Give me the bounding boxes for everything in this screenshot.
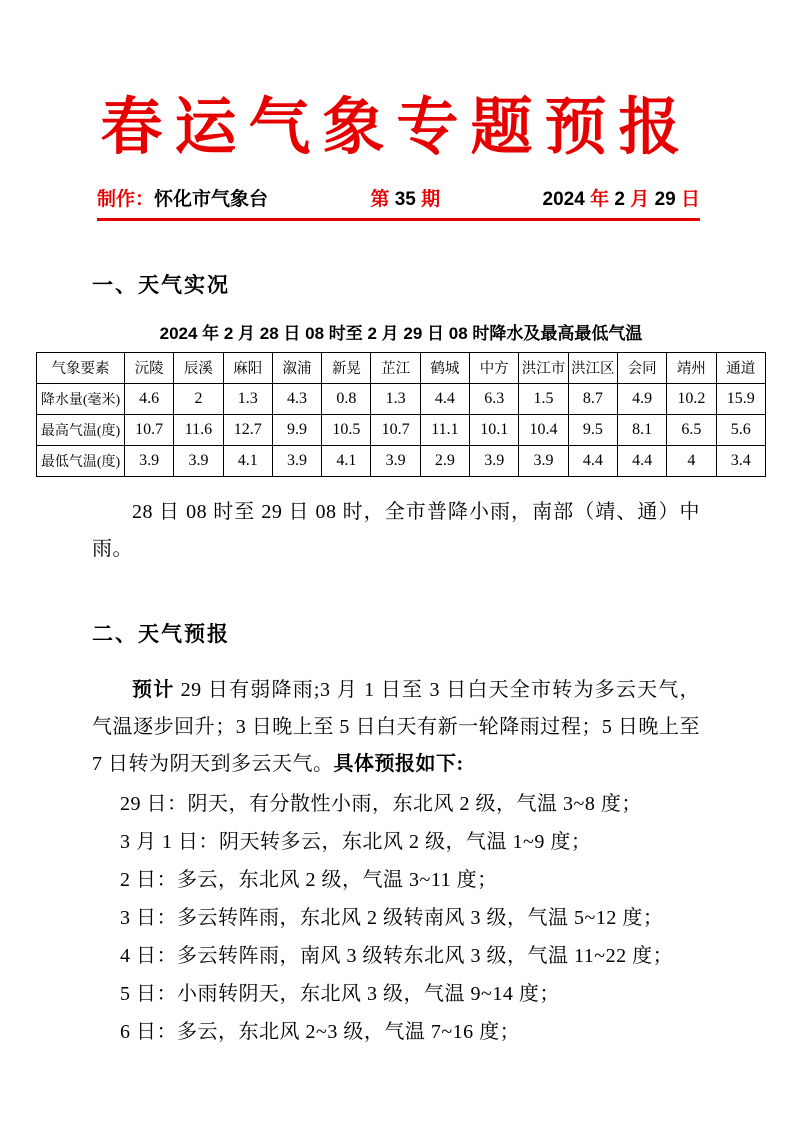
table-value-cell: 5.6 xyxy=(716,414,765,445)
weather-table-title: 2024 年 2 月 28 日 08 时至 2 月 29 日 08 时降水及最高最低气温 xyxy=(159,323,643,343)
table-station-header: 芷江 xyxy=(371,352,420,383)
issue-suffix: 期 xyxy=(421,188,441,210)
table-value-cell: 4.1 xyxy=(322,445,371,476)
table-value-cell: 8.7 xyxy=(568,383,617,414)
section1-heading: 一、天气实况 xyxy=(92,273,230,297)
table-station-header: 辰溪 xyxy=(174,352,223,383)
table-station-header: 鹤城 xyxy=(420,352,469,383)
table-value-cell: 4.3 xyxy=(272,383,321,414)
table-value-cell: 4 xyxy=(667,445,716,476)
table-value-cell: 4.1 xyxy=(223,445,272,476)
document-title: 春运气象专题预报 xyxy=(100,94,693,162)
table-station-header: 靖州 xyxy=(667,352,716,383)
table-value-cell: 10.1 xyxy=(470,414,519,445)
forecast-item: 2 日：多云，东北风 2 级，气温 3~11 度； xyxy=(120,868,498,891)
masthead xyxy=(97,184,700,211)
forecast-item: 4 日：多云转阵雨，南风 3 级转东北风 3 级，气温 11~22 度； xyxy=(120,944,674,967)
table-station-header: 中方 xyxy=(470,352,519,383)
table-value-cell: 6.5 xyxy=(667,414,716,445)
producer xyxy=(97,184,268,211)
table-corner-header: 气象要素 xyxy=(37,352,125,383)
table-value-cell: 3.9 xyxy=(371,445,420,476)
masthead-divider xyxy=(97,218,700,221)
section2-heading: 二、天气预报 xyxy=(92,622,230,646)
table-value-cell: 3.9 xyxy=(519,445,568,476)
date-year: 2024 xyxy=(542,188,585,210)
table-value-cell: 3.9 xyxy=(125,445,174,476)
table-row-label: 最低气温(度) xyxy=(37,445,125,476)
issue-prefix: 第 xyxy=(370,188,390,210)
date-day: 29 xyxy=(654,188,676,210)
table-value-cell: 8.1 xyxy=(617,414,666,445)
table-value-cell: 11.1 xyxy=(420,414,469,445)
producer-name: 怀化市气象台 xyxy=(154,188,269,210)
forecast-item: 3 月 1 日：阴天转多云，东北风 2 级，气温 1~9 度； xyxy=(120,830,592,853)
table-value-cell: 0.8 xyxy=(322,383,371,414)
table-value-cell: 1.3 xyxy=(371,383,420,414)
table-value-cell: 4.6 xyxy=(125,383,174,414)
table-station-header: 新晃 xyxy=(322,352,371,383)
table-value-cell: 9.5 xyxy=(568,414,617,445)
table-station-header: 会同 xyxy=(617,352,666,383)
date-year-label: 年 xyxy=(590,188,610,210)
table-station-header: 麻阳 xyxy=(223,352,272,383)
table-value-cell: 11.6 xyxy=(174,414,223,445)
table-row-label: 最高气温(度) xyxy=(37,414,125,445)
table-value-cell: 10.7 xyxy=(371,414,420,445)
table-value-cell: 4.4 xyxy=(420,383,469,414)
table-header-row xyxy=(37,352,766,383)
table-value-cell: 4.9 xyxy=(617,383,666,414)
table-value-cell: 15.9 xyxy=(716,383,765,414)
forecast-item: 6 日：多云，东北风 2~3 级，气温 7~16 度； xyxy=(120,1020,521,1043)
date-month-label: 月 xyxy=(630,188,650,210)
table-value-cell: 10.7 xyxy=(125,414,174,445)
table-station-header: 沅陵 xyxy=(125,352,174,383)
table-value-cell: 3.9 xyxy=(470,445,519,476)
table-value-cell: 2.9 xyxy=(420,445,469,476)
table-value-cell: 12.7 xyxy=(223,414,272,445)
table-station-header: 溆浦 xyxy=(272,352,321,383)
table-row xyxy=(37,414,766,445)
weather-summary-paragraph: 28 日 08 时至 29 日 08 时，全市普降小雨，南部（靖、通）中雨。 xyxy=(92,500,700,560)
table-value-cell: 3.9 xyxy=(272,445,321,476)
table-value-cell: 10.4 xyxy=(519,414,568,445)
table-value-cell: 10.2 xyxy=(667,383,716,414)
table-value-cell: 3.9 xyxy=(174,445,223,476)
table-station-header: 洪江市 xyxy=(519,352,568,383)
producer-label: 制作： xyxy=(97,188,155,210)
issue-no: 35 xyxy=(394,188,416,210)
document-body xyxy=(40,269,756,1051)
forecast-intro-tail: 具体预报如下: xyxy=(333,752,464,775)
table-value-cell: 9.9 xyxy=(272,414,321,445)
table-station-header: 洪江区 xyxy=(568,352,617,383)
table-value-cell: 6.3 xyxy=(470,383,519,414)
table-value-cell: 3.4 xyxy=(716,445,765,476)
forecast-intro-lead: 预计 xyxy=(132,678,175,701)
table-value-cell: 10.5 xyxy=(322,414,371,445)
forecast-intro-paragraph xyxy=(92,672,700,783)
table-row-label: 降水量(毫米) xyxy=(37,383,125,414)
table-value-cell: 4.4 xyxy=(617,445,666,476)
weather-observation-table xyxy=(36,352,766,477)
table-value-cell: 1.5 xyxy=(519,383,568,414)
forecast-intro-body: 29 日有弱降雨;3 月 1 日至 3 日白天全市转为多云天气，气温逐步回升；3 日晚上至 5 日白天有新一轮降雨过程；5 日晚上至 7 日转为阴天到多云天气。 xyxy=(92,678,701,775)
table-station-header: 通道 xyxy=(716,352,765,383)
forecast-item: 3 日：多云转阵雨，东北风 2 级转南风 3 级，气温 5~12 度； xyxy=(120,906,664,929)
forecast-list xyxy=(92,785,700,1051)
table-row xyxy=(37,383,766,414)
table-value-cell: 4.4 xyxy=(568,445,617,476)
table-row xyxy=(37,445,766,476)
table-value-cell: 2 xyxy=(174,383,223,414)
table-value-cell: 1.3 xyxy=(223,383,272,414)
date-day-label: 日 xyxy=(680,188,700,210)
issue-number xyxy=(370,184,440,211)
forecast-item: 29 日：阴天，有分散性小雨，东北风 2 级，气温 3~8 度； xyxy=(120,792,642,815)
forecast-item: 5 日：小雨转阴天，东北风 3 级，气温 9~14 度； xyxy=(120,982,560,1005)
date-month: 2 xyxy=(614,188,625,210)
issue-date xyxy=(543,184,700,211)
